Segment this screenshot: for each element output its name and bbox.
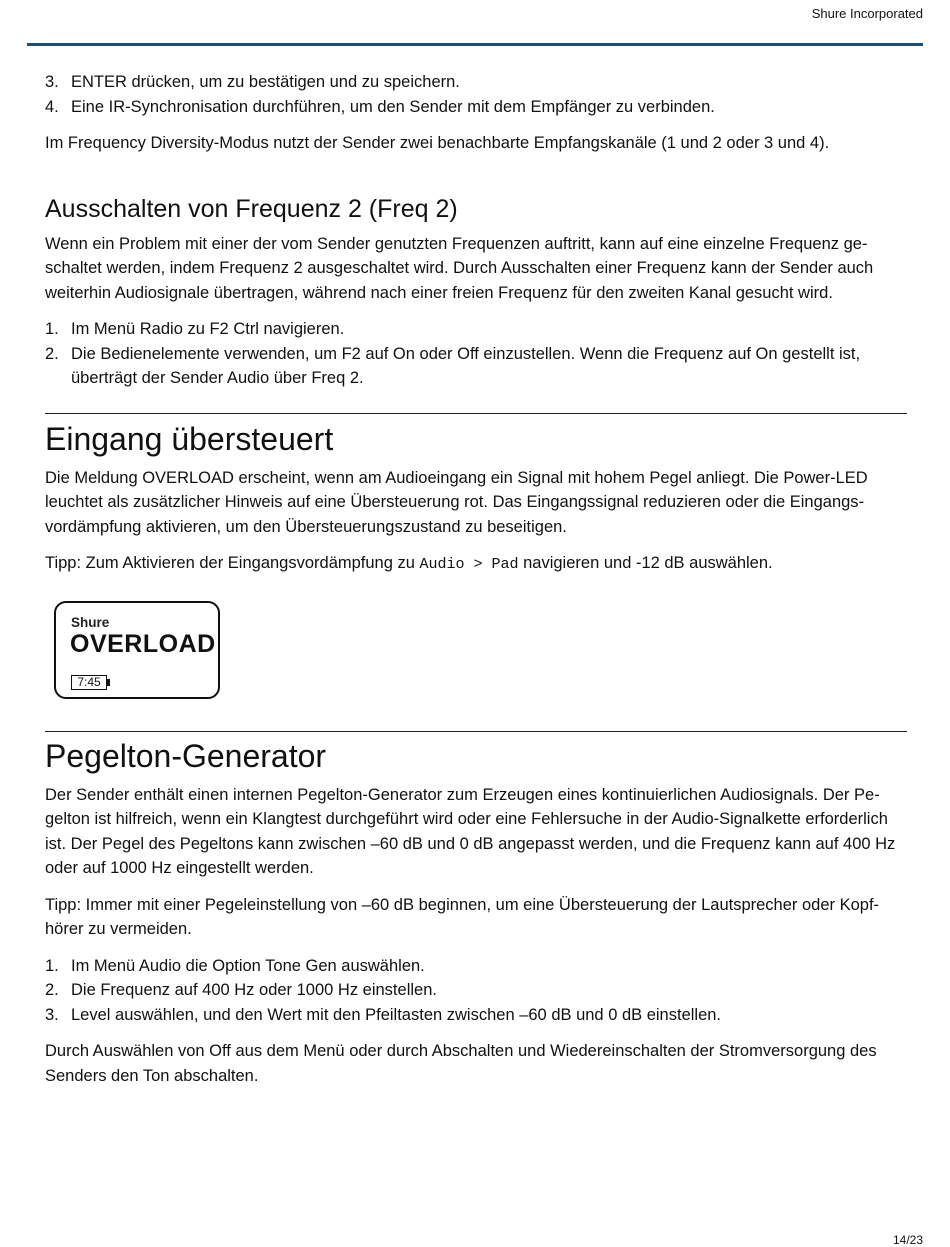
display-brand: Shure <box>71 614 110 630</box>
list-number: 3. <box>45 1005 59 1024</box>
tip-text: navigieren und -12 dB auswählen. <box>518 554 773 572</box>
list-item-text: Eine IR-Synchronisation durchführen, um den Sender mit dem Empfänger zu verbinden. <box>71 97 715 116</box>
list-number: 4. <box>45 97 59 116</box>
tone-closing-paragraph: Durch Auswählen von Off aus dem Menü oder durch Abschalten und Wiedereinschalten der Stromversorgung des Senders den Ton abschalten. <box>45 1042 877 1085</box>
tip-text: Tipp: Zum Aktivieren der Eingangsvordämpfung zu <box>45 554 420 572</box>
tone-tip: Tipp: Immer mit einer Pegeleinstellung von –60 dB beginnen, um eine Übersteuerung der Lautsprecher oder Kopfhörer zu vermeiden. <box>45 895 880 938</box>
overload-display-illustration <box>54 601 220 699</box>
freq2-paragraph: Wenn ein Problem mit einer der vom Sender genutzten Frequenzen auftritt, kann auf eine einzelne Frequenz geschaltet werden, indem Frequenz 2 ausgeschaltet wird. Durch Ausschalten einer Frequenz kann der Sender auch weiterhin Audiosignale übertragen, während nach einer freien Frequenz für den zweiten Kanal gesucht wird. <box>45 234 874 302</box>
list-item <box>45 95 907 120</box>
page-content <box>45 70 907 1088</box>
section-divider <box>45 731 907 732</box>
list-item-text: Im Menü Audio die Option Tone Gen auswählen. <box>71 956 425 975</box>
list-item <box>45 954 907 979</box>
menu-path-code: Audio > Pad <box>419 556 519 573</box>
battery-terminal-icon <box>107 679 110 686</box>
list-item-text: Die Frequenz auf 400 Hz oder 1000 Hz einstellen. <box>71 981 437 999</box>
list-item <box>45 342 907 391</box>
overload-tip <box>45 551 907 578</box>
section-divider <box>45 413 907 414</box>
list-number: 3. <box>45 73 59 91</box>
tone-heading: Pegelton-Generator <box>45 737 327 774</box>
list-number: 1. <box>45 320 59 338</box>
intro-step-list <box>45 70 907 119</box>
list-item <box>45 70 907 95</box>
header-rule <box>27 43 923 46</box>
list-number: 2. <box>45 981 59 999</box>
overload-heading: Eingang übersteuert <box>45 420 334 457</box>
list-item <box>45 978 907 1003</box>
page-number: 14/23 <box>892 1233 923 1247</box>
list-item-text: Im Menü Radio zu F2 Ctrl navigieren. <box>71 320 345 338</box>
list-item <box>45 317 907 342</box>
list-number: 1. <box>45 956 59 975</box>
list-number: 2. <box>45 344 59 363</box>
intro-paragraph: Im Frequency Diversity-Modus nutzt der Sender zwei benachbarte Empfangskanäle (1 und 2 oder 3 und 4). <box>45 134 830 152</box>
battery-time: 7:45 <box>77 674 101 689</box>
list-item-text: Die Bedienelemente verwenden, um F2 auf On oder Off einzustellen. Wenn die Frequenz auf On gestellt ist, überträgt der Sender Audio über Freq 2. <box>71 344 861 387</box>
list-item-text: ENTER drücken, um zu bestätigen und zu speichern. <box>71 73 460 91</box>
freq2-heading: Ausschalten von Frequenz 2 (Freq 2) <box>45 194 458 223</box>
tone-paragraph: Der Sender enthält einen internen Pegelton-Generator zum Erzeugen eines kontinuierlichen Audiosignals. Der Pegelton ist hilfreich, wenn ein Klangtest durchgeführt wird oder eine Fehlersuche in der Audio-Signalkette erforderlich ist. Der Pegel des Pegeltons kann zwischen –60 dB und 0 dB angepasst werden, und die Frequenz kann auf 400 Hz oder auf 1000 Hz eingestellt werden. <box>45 785 896 877</box>
header-company-name: Shure Incorporated <box>811 6 923 21</box>
tone-step-list <box>45 954 907 1028</box>
overload-paragraph: Die Meldung OVERLOAD erscheint, wenn am Audioeingang ein Signal mit hohem Pegel anliegt. Die Power-LED leuchtet als zusätzlicher Hinweis auf eine Übersteuerung rot. Das Eingangssignal reduzieren oder die Eingangsvordämpfung aktivieren, um den Übersteuerungszustand zu beseitigen. <box>45 468 868 536</box>
freq2-step-list <box>45 317 907 391</box>
list-item-text: Level auswählen, und den Wert mit den Pfeiltasten zwischen –60 dB und 0 dB einstellen. <box>71 1005 722 1024</box>
display-overload-message: OVERLOAD <box>70 629 216 658</box>
list-item <box>45 1003 907 1028</box>
battery-icon <box>71 675 107 690</box>
